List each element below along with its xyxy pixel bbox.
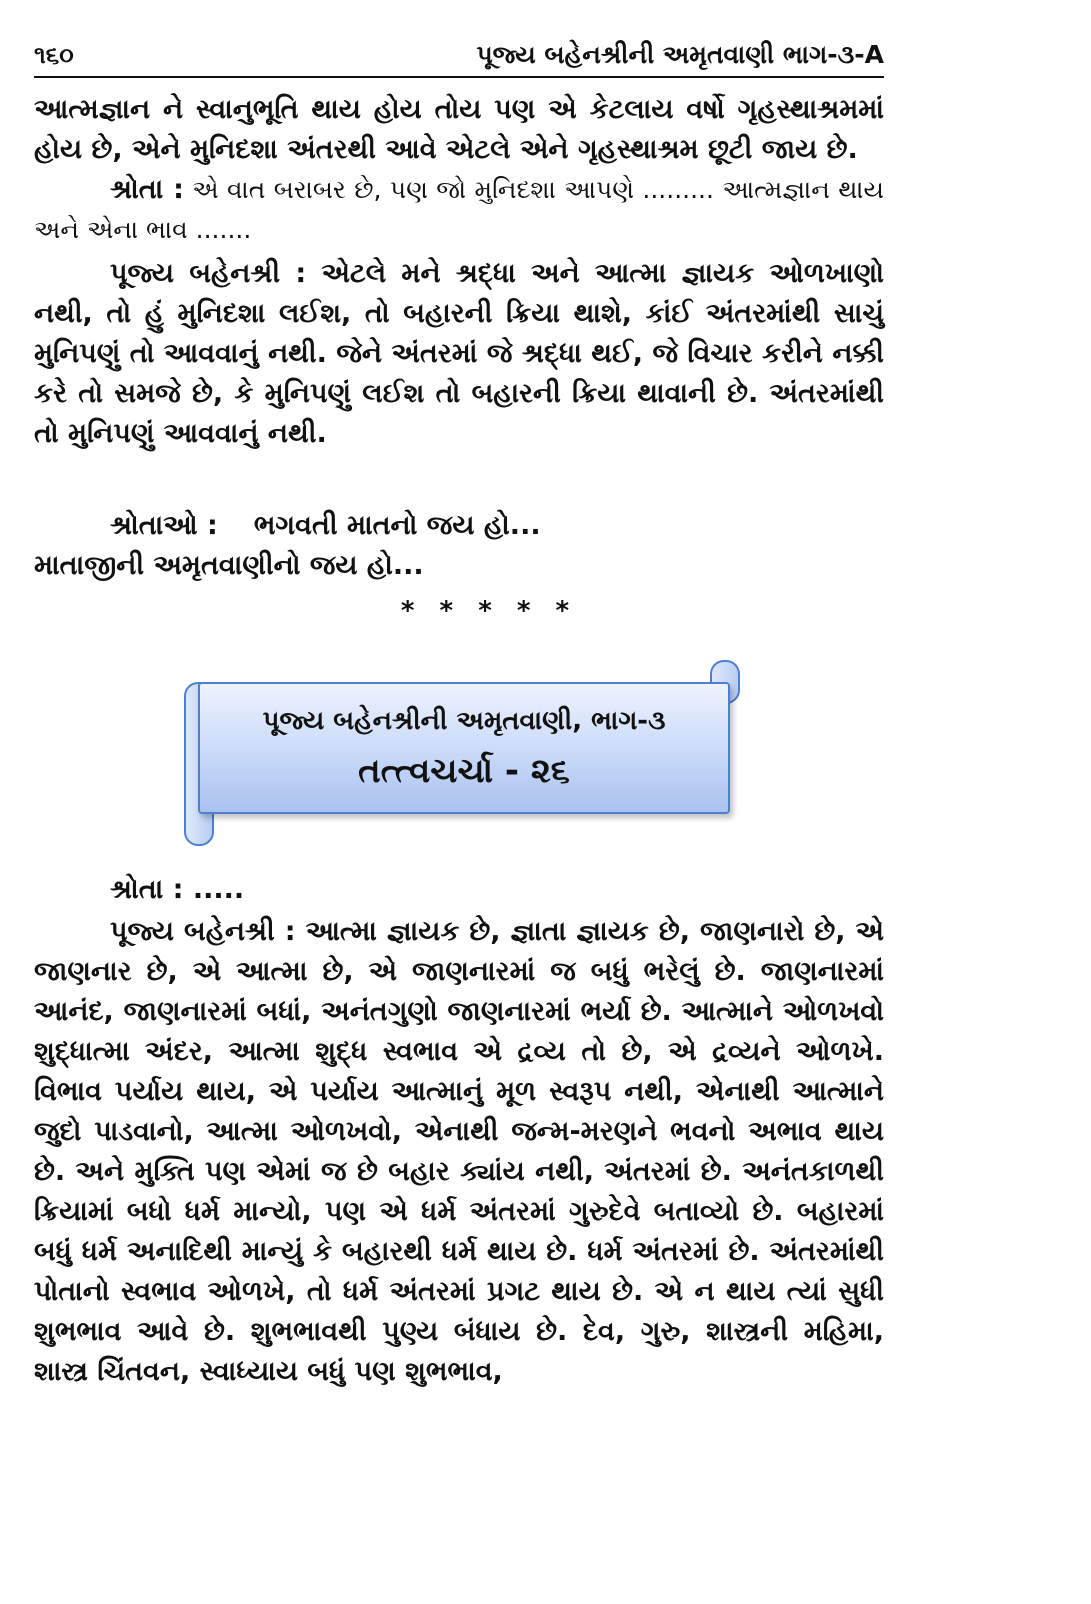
paragraph-2 <box>34 170 884 250</box>
speaker-label: શ્રોતા : <box>110 174 184 205</box>
speaker-label: પૂજ્ય બહેનશ્રી : <box>110 258 307 289</box>
scroll-body <box>198 682 730 814</box>
page-number: ૧૬૦ <box>34 41 74 69</box>
speaker-label: શ્રોતા : <box>110 874 184 905</box>
paragraph-1: આત્મજ્ઞાન ને સ્વાનુભૂતિ થાય હોય તોય પણ એ કેટલાય વર્ષો ગૃહસ્થાશ્રમમાં હોય છે, એને મુનિદશા અંતરથી આવે એટલે એને ગૃહસ્થાશ્રમ છૂટી જાય છે. <box>34 94 884 165</box>
running-header <box>34 40 884 78</box>
banner-subtitle: પૂજ્ય બહેનશ્રીની અમૃતવાણી, ભાગ-૩ <box>262 706 666 736</box>
banner-title: તત્ત્વચર્ચા - ૨૬ <box>358 751 570 791</box>
paragraph-6 <box>34 870 884 910</box>
paragraph-text: એ વાત બરાબર છે, પણ જો મુનિદશા આપણે ......... આત્મજ્ઞાન થાય અને એના ભાવ ....... <box>34 175 884 244</box>
chapter-banner <box>184 660 740 848</box>
paragraph-3 <box>34 254 884 454</box>
speaker-label: શ્રોતાઓ : <box>110 510 218 541</box>
speaker-label: પૂજ્ય બહેનશ્રી : <box>110 916 296 947</box>
paragraph-7 <box>34 912 884 1392</box>
paragraph-4 <box>34 506 884 546</box>
paragraph-text: આત્મા જ્ઞાયક છે, જ્ઞાતા જ્ઞાયક છે, જાણનારો છે, એ જાણનાર છે, એ આત્મા છે, એ જાણનારમાં જ બધું ભરેલું છે. જાણનારમાં આનંદ, જાણનારમાં બધાં, અનંતગુણો જાણનારમાં ભર્યા છે. આત્માને ઓળખવો શુદ્ધાત્મા અંદર, આત્મા શુદ્ધ સ્વભાવ એ દ્રવ્ય તો છે, એ દ્રવ્યને ઓળખે. વિભાવ પર્યાય થાય, એ પર્યાય આત્માનું મૂળ સ્વરૂપ નથી, એનાથી આત્માને જુદો પાડવાનો, આત્મા ઓળખવો, એનાથી જન્મ-મરણને ભવનો અભાવ થાય છે. અને મુક્તિ પણ એમાં જ છે બહાર ક્યાંય નથી, અંતરમાં છે. અનંતકાળથી ક્રિયામાં બધો ધર્મ માન્યો, પણ એ ધર્મ અંતરમાં ગુરુદેવે બતાવ્યો છે. બહારમાં બધું ધર્મ અનાદિથી માન્યું કે બહારથી ધર્મ થાય છે. ધર્મ અંતરમાં છે. અંતરમાંથી પોતાનો સ્વભાવ ઓળખે, તો ધર્મ અંતરમાં પ્રગટ થાય છે. એ ન થાય ત્યાં સુધી શુભભાવ આવે છે. શુભભાવથી પુણ્ય બંધાય છે. દેવ, ગુરુ, શાસ્ત્રની મહિમા, શાસ્ત્ર ચિંતવન, સ્વાધ્યાય બધું પણ શુભભાવ, <box>34 916 884 1387</box>
paragraph-5: માતાજીની અમૃતવાણીનો જય હો... <box>34 550 424 581</box>
page-top <box>34 40 884 626</box>
paragraph-text: એટલે મને શ્રદ્ધા અને આત્મા જ્ઞાયક ઓળખાણો નથી, તો હું મુનિદશા લઈશ, તો બહારની ક્રિયા થાશે, કાંઈ અંતરમાંથી સાચું મુનિપણું તો આવવાનું નથી. જેને અંતરમાં જે શ્રદ્ધા થઈ, જે વિચાર કરીને નક્કી કરે તો સમજે છે, કે મુનિપણું લઈશ તો બહારની ક્રિયા થાવાની છે. અંતરમાંથી તો મુનિપણું આવવાનું નથી. <box>34 258 884 449</box>
page-bottom <box>34 870 884 1392</box>
paragraph-text: ભગવતી માતનો જય હો... <box>253 510 541 541</box>
book-title: પૂજ્ય બહેનશ્રીની અમૃતવાણી ભાગ-૩-A <box>476 40 884 69</box>
paragraph-text: ..... <box>183 874 245 905</box>
section-separator: * * * * * <box>400 596 578 626</box>
